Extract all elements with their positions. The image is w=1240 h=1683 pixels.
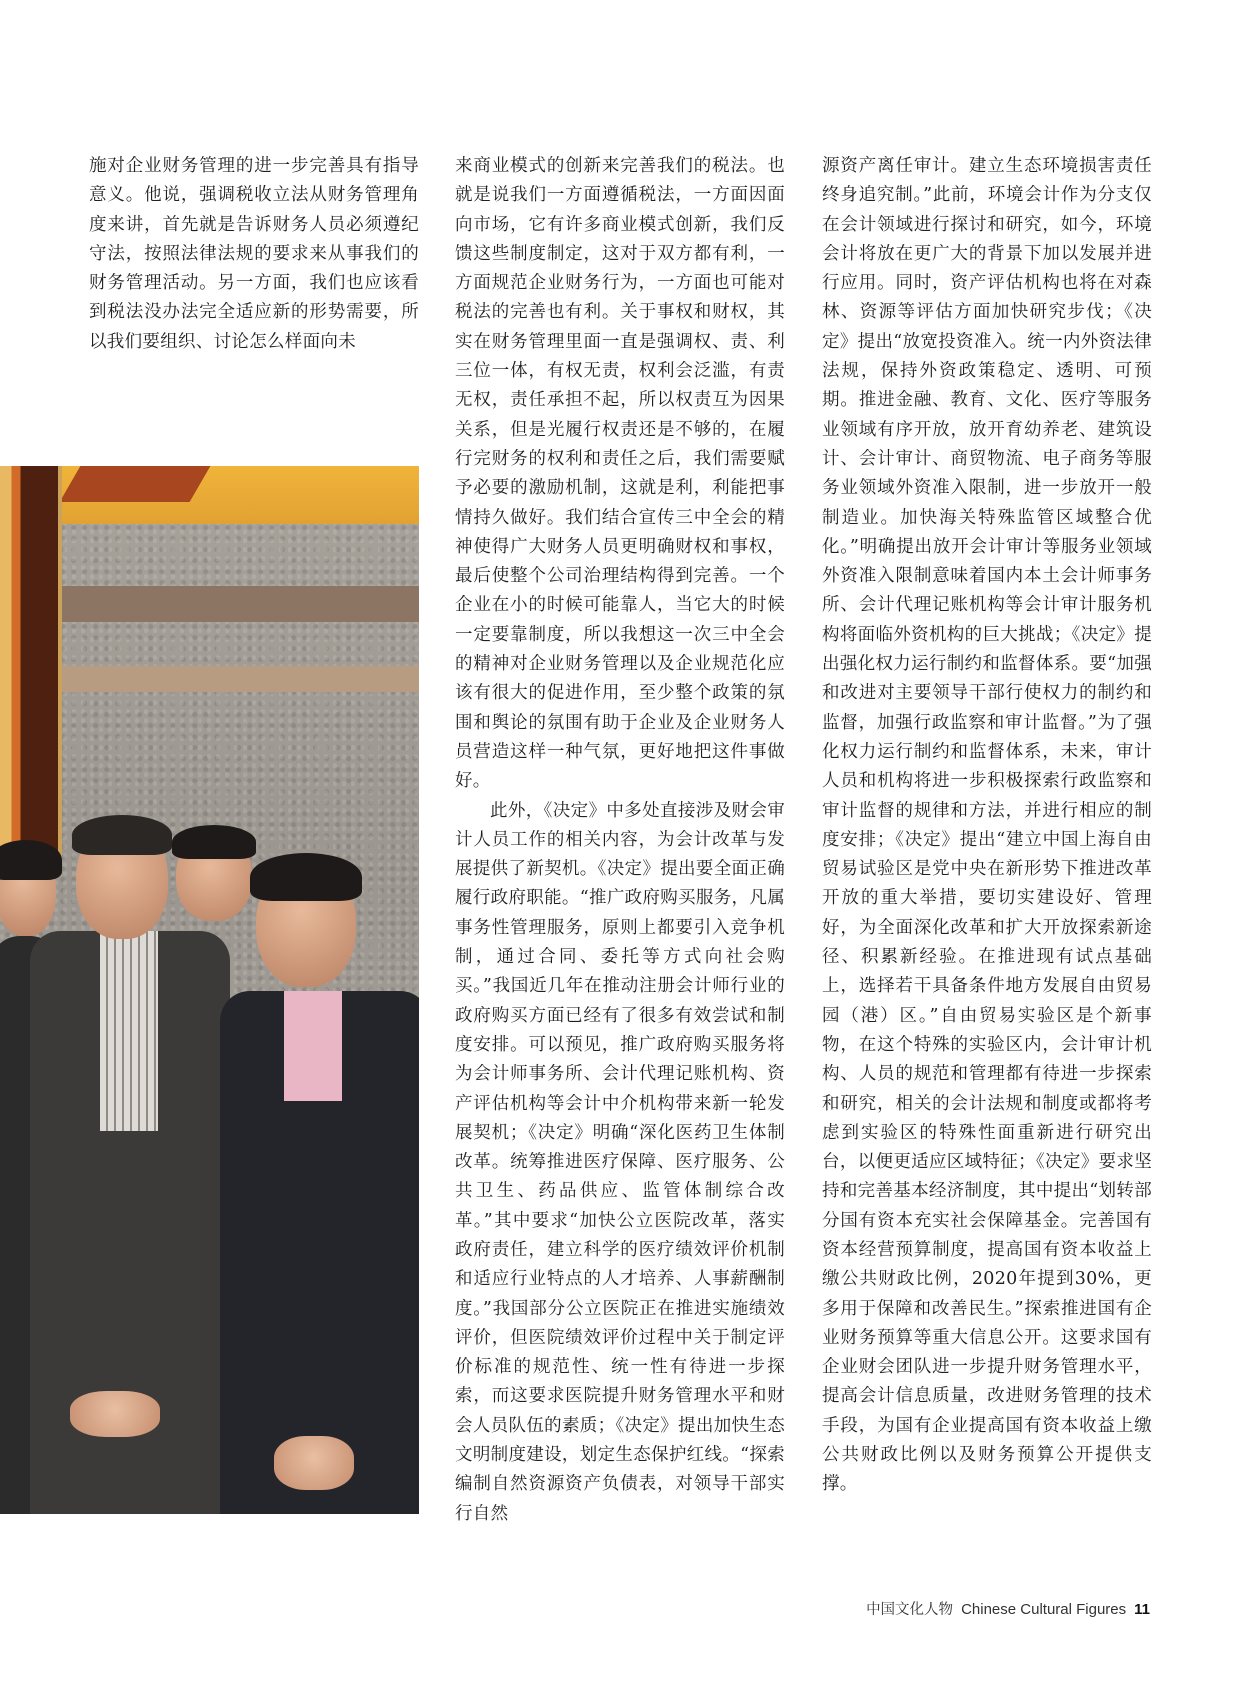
roof-eave [60,466,211,502]
event-photo [0,466,419,1514]
paragraph: 施对企业财务管理的进一步完善具有指导意义。他说，强调税收立法从财务管理角度来讲，首先就是告诉财务人员必须遵纪守法，按照法律法规的要求来从事我们的财务管理活动。另一方面，我们也应该看到税法没办法完全适应新的形势需要，所以我们要组织、讨论怎么样面向未 [89,156,419,352]
paragraph: 来商业模式的创新来完善我们的税法。也就是说我们一方面遵循税法，一方面因面向市场，它有许多商业模式创新，我们反馈这些制度制定，这对于双方都有利，一方面规范企业财务行为，一方面也可能对税法的完善也有利。关于事权和财权，其实在财务管理里面一直是强调权、责、利三位一体，有权无责，权利会泛滥，有责无权，责任承担不起，所以权责互为因果关系，但是光履行权责还是不够的，在履行完财务的权利和责任之后，我们需要赋予必要的激励机制，这就是利，利能把事情持久做好。我们结合宣传三中全会的精神使得广大财务人员更明确财权和事权，最后使整个公司治理结构得到完善。一个企业在小的时候可能靠人，当它大的时候一定要靠制度，所以我想这一次三中全会的精神对企业财务管理以及企业规范化应该有很大的促进作用，至少整个政策的氛围和舆论的氛围有助于企业及企业财务人员营造这样一种气氛，更好地把这件事做好。 [455,156,785,792]
magazine-name-cn: 中国文化人物 [866,1602,954,1618]
wall-band [60,586,419,622]
paragraph: 源资产离任审计。建立生态环境损害责任终身追究制。”此前，环境会计作为分支仅在会计领域进行探讨和研究，如今，环境会计将放在更广大的背景下加以发展并进行应用。同时，资产评估机构也将在对森林、资源等评估方面加快研究步伐；《决定》提出“放宽投资准入。统一内外资法律法规，保持外资政策稳定、透明、可预期。推进金融、教育、文化、医疗等服务业领域有序开放，放开育幼养老、建筑设计、会计审计、商贸物流、电子商务等服务业领域外资准入限制，进一步放开一般制造业。加快海关特殊监管区域整合优化。”明确提出放开会计审计等服务业领域外资准入限制意味着国内本土会计师事务所、会计代理记账机构等会计审计服务机构将面临外资机构的巨大挑战；《决定》提出强化权力运行制约和监督体系。要“加强和改进对主要领导干部行使权力的制约和监督，加强行政监察和审计监督。”为了强化权力运行制约和监督体系，未来，审计人员和机构将进一步积极探索行政监察和审计监督的规律和方法，并进行相应的制度安排；《决定》提出“建立中国上海自由贸易试验区是党中央在新形势下推进改革开放的重大举措，要切实建设好、管理好，为全面深化改革和扩大开放探索新途径、积累新经验。在推进现有试点基础上，选择若干具备条件地方发展自由贸易园（港）区。”自由贸易实验区是个新事物，在这个特殊的实验区内，会计审计机构、人员的规范和管理都有待进一步探索和研究，相关的会计法规和制度或都将考虑到实验区的特殊性面重新进行研究出台，以便更适应区域特征；《决定》要求坚持和完善基本经济制度，其中提出“划转部分国有资本充实社会保障基金。完善国有资本经营预算制度，提高国有资本收益上缴公共财政比例，2020年提到30%，更多用于保障和改善民生。”探索推进国有企业财务预算等重大信息公开。这要求国有企业财会团队进一步提升财务管理水平，提高会计信息质量，改进财务管理的技术手段，为国有企业提高国有资本收益上缴公共财政比例以及财务预算公开提供支撑。 [822,156,1152,1495]
paragraph: 此外，《决定》中多处直接涉及财会审计人员工作的相关内容，为会计改革与发展提供了新契机。《决定》提出要全面正确履行政府职能。“推广政府购买服务，凡属事务性管理服务，原则上都要引入竞争机制，通过合同、委托等方式向社会购买。”我国近几年在推动注册会计师行业的政府购买方面已经有了很多有效尝试和制度安排。可以预见，推广政府购买服务将为会计师事务所、会计代理记账机构、资产评估机构等会计中介机构带来新一轮发展契机；《决定》明确“深化医药卫生体制改革。统筹推进医疗保障、医疗服务、公共卫生、药品供应、监管体制综合改革。”其中要求“加快公立医院改革，落实政府责任，建立科学的医疗绩效评价机制和适应行业特点的人才培养、人事薪酬制度。”我国部分公立医院正在推进实施绩效评价，但医院绩效评价过程中关于制定评价标准的规范性、统一性有待进一步探索，而这要求医院提升财务管理水平和财会人员队伍的素质；《决定》提出加快生态文明制度建设，划定生态保护红线。“探索编制自然资源资产负债表，对领导干部实行自然 [455,800,785,1524]
page-footer [866,1598,1150,1619]
page-number: 11 [1134,1601,1150,1618]
wall-band-lower [60,666,419,692]
text-column-1 [89,152,419,357]
display-screen [0,466,62,876]
text-column-2 [455,152,785,1529]
magazine-name-en: Chinese Cultural Figures [961,1601,1127,1618]
text-column-3 [822,152,1152,1500]
